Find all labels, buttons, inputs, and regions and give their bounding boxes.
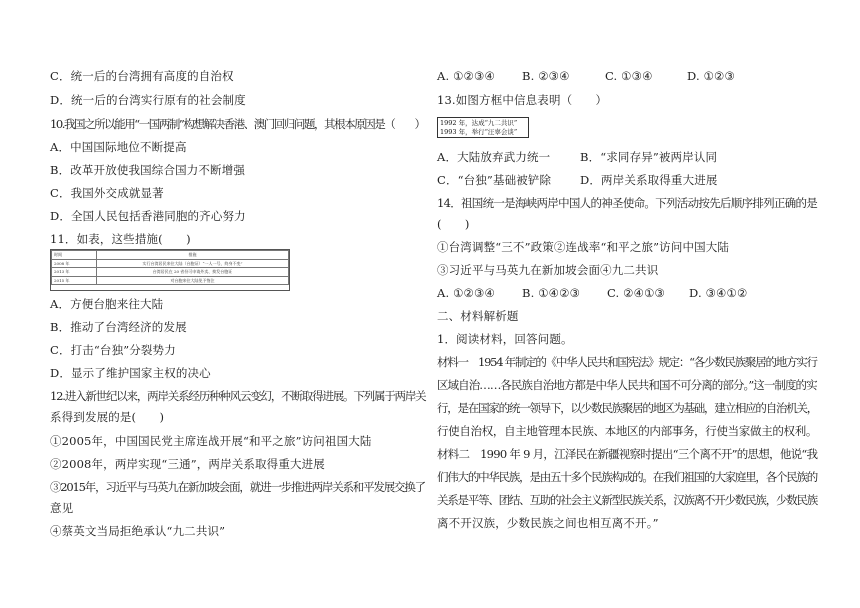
q10-option-a: A．中国国际地位不断提高 <box>50 140 187 154</box>
q10-stem: 10.我国之所以能用“一国两制”构想解决香港、澳门回归问题，其根本原因是（ ） <box>50 117 425 131</box>
q12-options <box>437 69 735 83</box>
q14-items-line1: ①台湾调整“三不”政策②连战率“和平之旅”访问中国大陆 <box>437 240 730 254</box>
q14-option-a: A. ①②③④ <box>437 286 495 300</box>
q12-option-d: D. ①②③ <box>687 69 735 83</box>
q10-option-b: B．改革开放使我国综合国力不断增强 <box>50 163 245 177</box>
q11-option-a: A．方便台胞来往大陆 <box>50 297 164 311</box>
q14-items-line2: ③习近平与马英九在新加坡会面④九二共识 <box>437 263 659 277</box>
table-row <box>52 259 289 268</box>
q12-option-c: C. ①③④ <box>605 69 653 83</box>
section-heading: 二、材料解析题 <box>437 309 519 323</box>
q12-option-a: A. ①②③④ <box>437 69 495 83</box>
q11-table <box>50 249 290 291</box>
material-question-stem: 1．阅读材料，回答问题。 <box>437 332 573 346</box>
q14-stem: 14．祖国统一是海峡两岸中国人的神圣使命。下列活动按先后顺序排列正确的是 <box>437 196 818 210</box>
q13-frame-box <box>437 117 529 138</box>
q14-option-c: C. ②④①③ <box>607 286 665 300</box>
material-1-line4: 行使自治权，自主地管理本民族、本地区的内部事务，行使当家做主的权利。 <box>437 424 818 438</box>
q9-option-c: C．统一后的台湾拥有高度的自治权 <box>50 69 234 83</box>
q10-option-c: C．我国外交成就显著 <box>50 186 164 200</box>
table-cell: 对台胞来往大陆免予签注 <box>97 276 289 285</box>
frame-line-2: 1993 年，举行“汪辜会谈” <box>440 128 518 136</box>
q13-stem: 13.如图方框中信息表明（ ） <box>437 93 608 107</box>
table-cell: 2013 年 <box>52 268 97 277</box>
q12-stem-line1: 12.进入新世纪以来，两岸关系经历种种风云变幻，不断取得进展。下列属于两岸关 <box>50 389 426 403</box>
q13-option-c: C．“台独”基础被铲除 <box>437 173 552 187</box>
q13-option-d: D．两岸关系取得重大进展 <box>580 173 718 187</box>
q13-option-b: B．“求同存异”被两岸认同 <box>580 150 718 164</box>
q10-option-d: D．全国人民包括香港同胞的齐心努力 <box>50 209 246 223</box>
q11-option-d: D．显示了维护国家主权的决心 <box>50 366 211 380</box>
material-2-line2: 们伟大的中华民族，是由五十多个民族构成的。在我们祖国的大家庭里，各个民族的 <box>437 470 818 484</box>
q12-item-2: ②2008年，两岸实现“三通”，两岸关系取得重大进展 <box>50 457 325 471</box>
q14-option-d: D. ③④①② <box>689 286 748 300</box>
table-header-time: 时间 <box>52 251 97 260</box>
q9-option-d: D．统一后的台湾实行原有的社会制度 <box>50 93 246 107</box>
q13-option-a: A．大陆放弃武力统一 <box>437 150 551 164</box>
q14-answer-paren: ( ) <box>437 217 470 231</box>
table-cell: 台湾居民在 20 省份可申请外卖、换发台胞证 <box>97 268 289 277</box>
material-1-line2: 区域自治……各民族自治地方都是中华人民共和国不可分离的部分。”这一制度的实 <box>437 378 817 392</box>
table-row <box>52 276 289 285</box>
q11-option-b: B．推动了台湾经济的发展 <box>50 320 187 334</box>
material-2-line3: 关系是平等、团结、互助的社会主义新型民族关系，汉族离不开少数民族，少数民族 <box>437 493 818 507</box>
material-1-line1: 材料一 1954 年制定的《中华人民共和国宪法》规定：“各少数民族聚居的地方实行 <box>437 355 817 369</box>
table-header-measure: 措施 <box>97 251 289 260</box>
table-cell: 实行台湾居民来往大陆（台胞证）“一人一号，终身不变” <box>97 259 289 268</box>
q12-stem-line2: 系得到发展的是( ) <box>50 410 165 424</box>
q12-item-4: ④蔡英文当局拒绝承认“九二共识” <box>50 524 226 538</box>
material-1-line3: 行，是在国家的统一领导下，以少数民族聚居的地区为基础，建立相应的自治机关， <box>437 401 818 415</box>
q14-options <box>437 286 747 300</box>
material-2-line4: 离不开汉族，少数民族之间也相互离不开。” <box>437 516 659 530</box>
table-cell: 2008 年 <box>52 259 97 268</box>
q12-item-3-line2: 意见 <box>50 501 74 515</box>
q11-stem: 11．如表，这些措施( ) <box>50 232 191 246</box>
table-row <box>52 268 289 277</box>
q11-option-c: C．打击“台独”分裂势力 <box>50 343 176 357</box>
material-2-line1: 材料二 1990 年 9 月，江泽民在新疆视察时提出“三个离不开”的思想，他说“我 <box>437 447 818 461</box>
q12-option-b: B. ②③④ <box>522 69 570 83</box>
q12-item-1: ①2005年，中国国民党主席连战开展“和平之旅”访问祖国大陆 <box>50 434 372 448</box>
q14-option-b: B. ①④②③ <box>522 286 581 300</box>
q12-item-3-line1: ③2015年，习近平与马英九在新加坡会面，就进一步推进两岸关系和平发展交换了 <box>50 480 425 494</box>
table-cell: 2015 年 <box>52 276 97 285</box>
frame-line-1: 1992 年，达成“九二共识” <box>440 119 518 127</box>
